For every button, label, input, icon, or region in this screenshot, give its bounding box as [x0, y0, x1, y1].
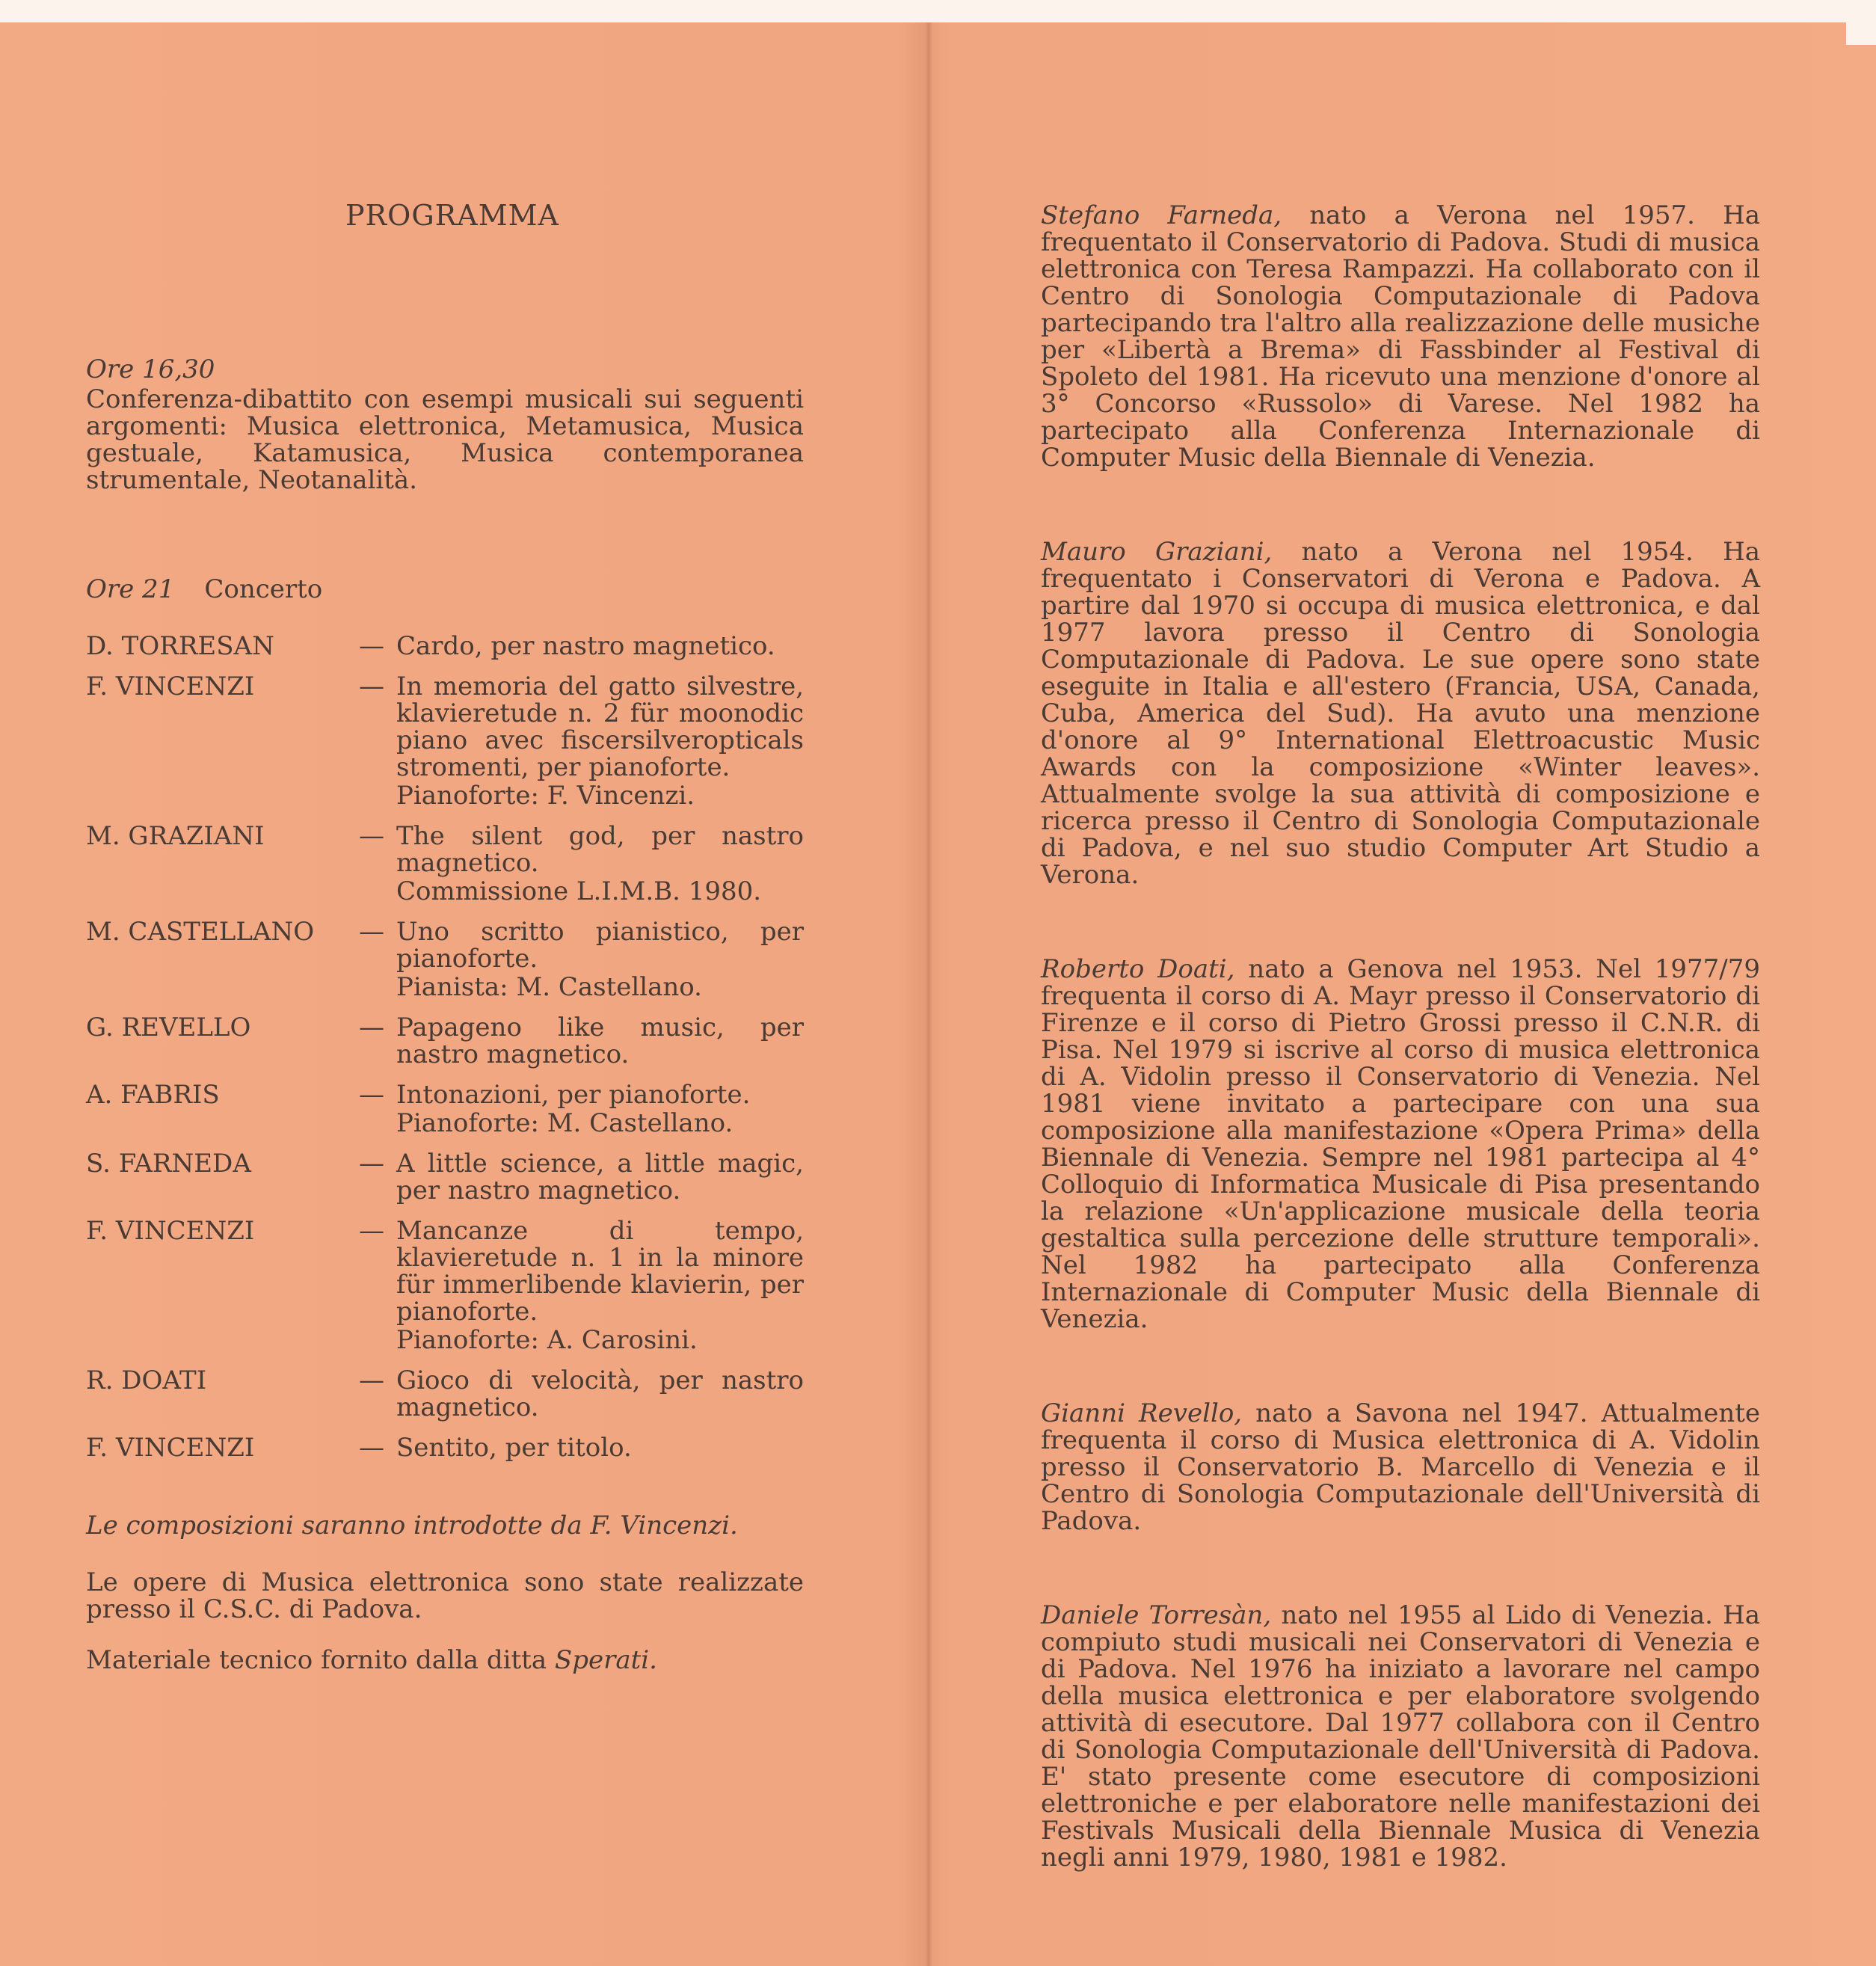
piece-entry — [396, 1367, 804, 1421]
bio-name: Daniele Torresàn, — [1041, 1600, 1272, 1630]
composer-name: F. VINCENZI — [86, 1216, 255, 1246]
piece-entry — [396, 633, 804, 660]
dash: — — [359, 631, 384, 661]
performer: Pianista: M. Castellano. — [396, 972, 702, 1002]
piece-title: Gioco di velocità, per nastro magnetico. — [396, 1366, 804, 1422]
program-row — [86, 1081, 804, 1137]
composer-name: M. GRAZIANI — [86, 821, 265, 851]
program-row — [86, 1434, 804, 1461]
bio-revello — [1041, 1400, 1760, 1535]
dash: — — [359, 1216, 384, 1246]
piece-entry — [396, 918, 804, 1001]
center-fold — [925, 22, 932, 1966]
program-row — [86, 1367, 804, 1421]
piece-title: Mancanze di tempo, klavieretude n. 1 in la minore für immerlibende klavierin, per pianoforte. — [396, 1216, 804, 1327]
composer-name: D. TORRESAN — [86, 631, 274, 661]
piece-entry — [396, 1014, 804, 1068]
supplier-name: Sperati. — [554, 1645, 657, 1675]
concert-heading — [86, 576, 804, 603]
program-row — [86, 633, 804, 660]
session-time-evening: Ore 21 — [86, 574, 175, 604]
conference-description: Conferenza-dibattito con esempi musicali sui seguenti argomenti: Musica elettronica, Metamusica, Musica gestuale, Katamusica, Musica contemporanea strumentale, Neotanalità. — [86, 384, 804, 495]
bio-name: Stefano Farneda, — [1041, 200, 1282, 230]
dash: — — [359, 917, 384, 947]
program-row — [86, 673, 804, 809]
paper-top-edge — [0, 0, 1876, 22]
composer-name: S. FARNEDA — [86, 1149, 251, 1179]
piece-entry — [396, 1081, 804, 1137]
program-list — [86, 633, 804, 1461]
piece-entry — [396, 1434, 804, 1461]
dash: — — [359, 1366, 384, 1395]
dash: — — [359, 821, 384, 851]
bio-name: Roberto Doati, — [1041, 954, 1235, 984]
dash: — — [359, 672, 384, 701]
bio-text: nato a Genova nel 1953. Nel 1977/79 frequenta il corso di A. Mayr presso il Conservatorio di Firenze e il corso di Pietro Grossi presso il C.N.R. di Pisa. Nel 1979 si iscrive al corso di musica elettronica di A. Vidolin presso il Conservatorio di Venezia. Nel 1981 viene invitato a partecipare con una sua composizione alla manifestazione «Opera Prima» della Biennale di Venezia. Sempre nel 1981 partecipa al 4° Colloquio di Informatica Musicale di Pisa presentando la relazione «Un'applicazione musicale della teoria gestaltica sulla percezione delle strutture temporali». Nel 1982 ha partecipato alla Conferenza Internazionale di Computer Music della Biennale di Venezia. — [1041, 954, 1761, 1334]
equipment-note — [86, 1647, 804, 1674]
composer-name: A. FABRIS — [86, 1080, 220, 1110]
performer: Pianoforte: A. Carosini. — [396, 1325, 698, 1355]
piece-title: A little science, a little magic, per nastro magnetico. — [396, 1149, 804, 1205]
piece-entry — [396, 1150, 804, 1204]
equipment-note-text: Materiale tecnico fornito dalla ditta — [86, 1645, 547, 1675]
concert-label: Concerto — [204, 574, 323, 604]
piece-entry — [396, 1217, 804, 1354]
piece-title: Sentito, per titolo. — [396, 1433, 632, 1463]
program-row — [86, 1217, 804, 1354]
dash: — — [359, 1013, 384, 1042]
biographies-page — [1041, 202, 1760, 1938]
piece-title: Intonazioni, per pianoforte. — [396, 1080, 751, 1110]
bio-farneda — [1041, 202, 1760, 471]
composer-name: G. REVELLO — [86, 1013, 251, 1042]
dash: — — [359, 1080, 384, 1110]
piece-title: The silent god, per nastro magnetico. — [396, 821, 804, 878]
session-time-afternoon: Ore 16,30 — [86, 354, 215, 384]
program-row — [86, 1150, 804, 1204]
piece-title: Cardo, per nastro magnetico. — [396, 631, 775, 661]
bio-text: nato a Verona nel 1957. Ha frequentato il Conservatorio di Padova. Studi di musica elettronica con Teresa Rampazzi. Ha collaborato con il Centro di Sonologia Computazionale di Padova partecipando tra l'altro alla realizzazione delle musiche per «Libertà a Brema» di Fassbinder al Festival di Spoleto del 1981. Ha ricevuto una menzione d'onore al 3° Concorso «Russolo» di Varese. Nel 1982 ha partecipato alla Conferenza Internazionale di Computer Music della Biennale di Venezia. — [1041, 200, 1760, 473]
paper-corner — [1846, 0, 1876, 45]
commission-note: Commissione L.I.M.B. 1980. — [396, 876, 762, 906]
program-page — [86, 199, 804, 1675]
bio-doati — [1041, 956, 1760, 1333]
bio-name: Gianni Revello, — [1041, 1398, 1243, 1428]
performer: Pianoforte: F. Vincenzi. — [396, 781, 695, 811]
bio-text: nato a Verona nel 1954. Ha frequentato i Conservatori di Verona e Padova. A partire dal 1970 si occupa di musica elettronica, e dal 1977 lavora presso il Centro di Sonologia Computazionale di Padova. Le sue opere sono state eseguite in Italia e all'estero (Francia, USA, Canada, Cuba, America del Sud). Ha avuto una menzione d'onore al 9° International Elettroacustic Music Awards con la composizione «Winter leaves». Attualmente svolge la sua attività di composizione e ricerca presso il Centro di Sonologia Computazionale di Padova, e nel suo studio Computer Art Studio a Verona. — [1041, 537, 1760, 890]
bio-text: nato nel 1955 al Lido di Venezia. Ha compiuto studi musicali nei Conservatori di Venezia e di Padova. Nel 1976 ha iniziato a lavorare nel campo della musica elettronica e per elaboratore svolgendo attività di esecutore. Dal 1977 collabora con il Centro di Sonologia Computazionale dell'Università di Padova. E' stato presente come esecutore di composizioni elettroniche e per elaboratore nelle manifestazioni dei Festivals Musicali della Biennale Musica di Venezia negli anni 1979, 1980, 1981 e 1982. — [1041, 1600, 1760, 1873]
program-row — [86, 1014, 804, 1068]
program-row — [86, 918, 804, 1001]
performer: Pianoforte: M. Castellano. — [396, 1108, 734, 1138]
composer-name: M. CASTELLANO — [86, 917, 315, 947]
piece-title: Uno scritto pianistico, per pianoforte. — [396, 917, 804, 974]
bio-text: nato a Savona nel 1947. Attualmente frequenta il corso di Musica elettronica di A. Vidolin presso il Conservatorio B. Marcello di Venezia e il Centro di Sonologia Computazionale dell'Università di Padova. — [1041, 1398, 1761, 1536]
composer-name: F. VINCENZI — [86, 672, 255, 701]
bio-torresan — [1041, 1602, 1760, 1871]
introduction-note: Le composizioni saranno introdotte da F. Vincenzi. — [86, 1511, 738, 1540]
piece-title: In memoria del gatto silvestre, klavieretude n. 2 für moonodic piano avec fiscersilveropticals stromenti, per pianoforte. — [396, 672, 804, 782]
piece-entry — [396, 823, 804, 905]
composer-name: F. VINCENZI — [86, 1433, 255, 1463]
dash: — — [359, 1433, 384, 1463]
piece-entry — [396, 673, 804, 809]
composer-name: R. DOATI — [86, 1366, 207, 1395]
page-title: PROGRAMMA — [345, 199, 559, 232]
piece-title: Papageno like music, per nastro magnetico. — [396, 1013, 804, 1069]
program-row — [86, 823, 804, 905]
dash: — — [359, 1149, 384, 1179]
bio-graziani — [1041, 538, 1760, 888]
studio-note: Le opere di Musica elettronica sono state realizzate presso il C.S.C. di Padova. — [86, 1567, 804, 1624]
bio-name: Mauro Graziani, — [1041, 537, 1273, 567]
